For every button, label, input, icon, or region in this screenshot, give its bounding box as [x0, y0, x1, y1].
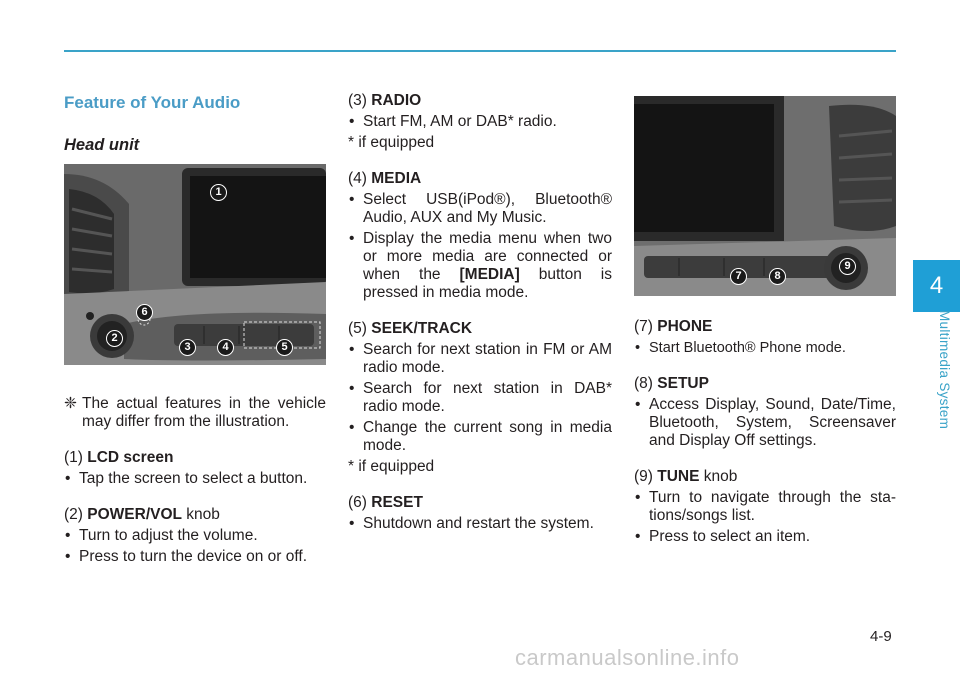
callout-badge: 2	[106, 330, 123, 347]
list-item: • Select USB(iPod®), Bluetooth® Audio, AUX and My Music.	[348, 191, 612, 227]
footnote: * if equipped	[348, 134, 435, 151]
list-item: • Access Display, Sound, Date/Time, Bluetooth, System, Screensaver and Display Off settings.	[634, 396, 896, 450]
item-heading: (3) RADIO	[348, 92, 422, 109]
column-3	[634, 96, 896, 546]
head-unit-illustration	[64, 164, 326, 365]
callout-badge: 8	[769, 268, 786, 285]
illustration-note: ❈ The actual features in the vehicle may differ from the illustration.	[64, 395, 326, 430]
item-heading: (7) PHONE	[634, 318, 713, 335]
head-unit-photo	[64, 164, 326, 365]
callout-badge: 5	[276, 339, 293, 356]
list-item: • Start FM, AM or DAB* radio.	[348, 113, 612, 131]
note-icon: ❈	[64, 395, 77, 412]
list-item: • Search for next station in FM or AM radio mode.	[348, 341, 612, 377]
item-heading: (6) RESET	[348, 494, 423, 511]
list-item: • Press to turn the device on or off.	[64, 548, 326, 566]
list-item: • Tap the screen to select a button.	[64, 470, 326, 488]
chapter-tab: 4	[913, 260, 960, 312]
item-heading: (4) MEDIA	[348, 170, 422, 187]
item-heading: (2) POWER/VOL knob	[64, 506, 220, 523]
list-item: • Press to select an item.	[634, 528, 896, 546]
header-rule	[64, 50, 896, 52]
list-item: • Turn to navigate through the sta-tions/songs list.	[634, 489, 896, 525]
item-heading: (8) SETUP	[634, 375, 709, 392]
footnote: * if equipped	[348, 458, 435, 475]
list-item: • Start Bluetooth® Phone mode.	[634, 339, 896, 357]
callout-badge: 7	[730, 268, 747, 285]
item-heading: (9) TUNE knob	[634, 468, 738, 485]
section-title: Feature of Your Audio	[64, 93, 241, 112]
item-heading: (5) SEEK/TRACK	[348, 320, 473, 337]
watermark: carmanualsonline.info	[515, 645, 740, 670]
callout-badge: 9	[839, 258, 856, 275]
list-item: • Turn to adjust the volume.	[64, 527, 326, 545]
item-heading: (1) LCD screen	[64, 449, 174, 466]
control-panel-photo	[634, 96, 896, 296]
list-item: • Display the media menu when two or more media are connected or when the [MEDIA] button is pressed in media mode.	[348, 230, 612, 302]
list-item: • Search for next station in DAB* radio mode.	[348, 380, 612, 416]
list-item: • Change the current song in media mode.	[348, 419, 612, 455]
sub-title: Head unit	[64, 136, 140, 154]
list-item: • Shutdown and restart the system.	[348, 515, 612, 533]
callout-badge: 4	[217, 339, 234, 356]
chapter-label: Multimedia System	[937, 310, 952, 430]
page-number: 4-9	[870, 628, 892, 645]
control-panel-illustration	[634, 96, 896, 296]
column-1	[64, 92, 326, 566]
column-2	[348, 92, 612, 533]
callout-badge: 6	[136, 304, 153, 321]
callout-badge: 3	[179, 339, 196, 356]
callout-badge: 1	[210, 184, 227, 201]
